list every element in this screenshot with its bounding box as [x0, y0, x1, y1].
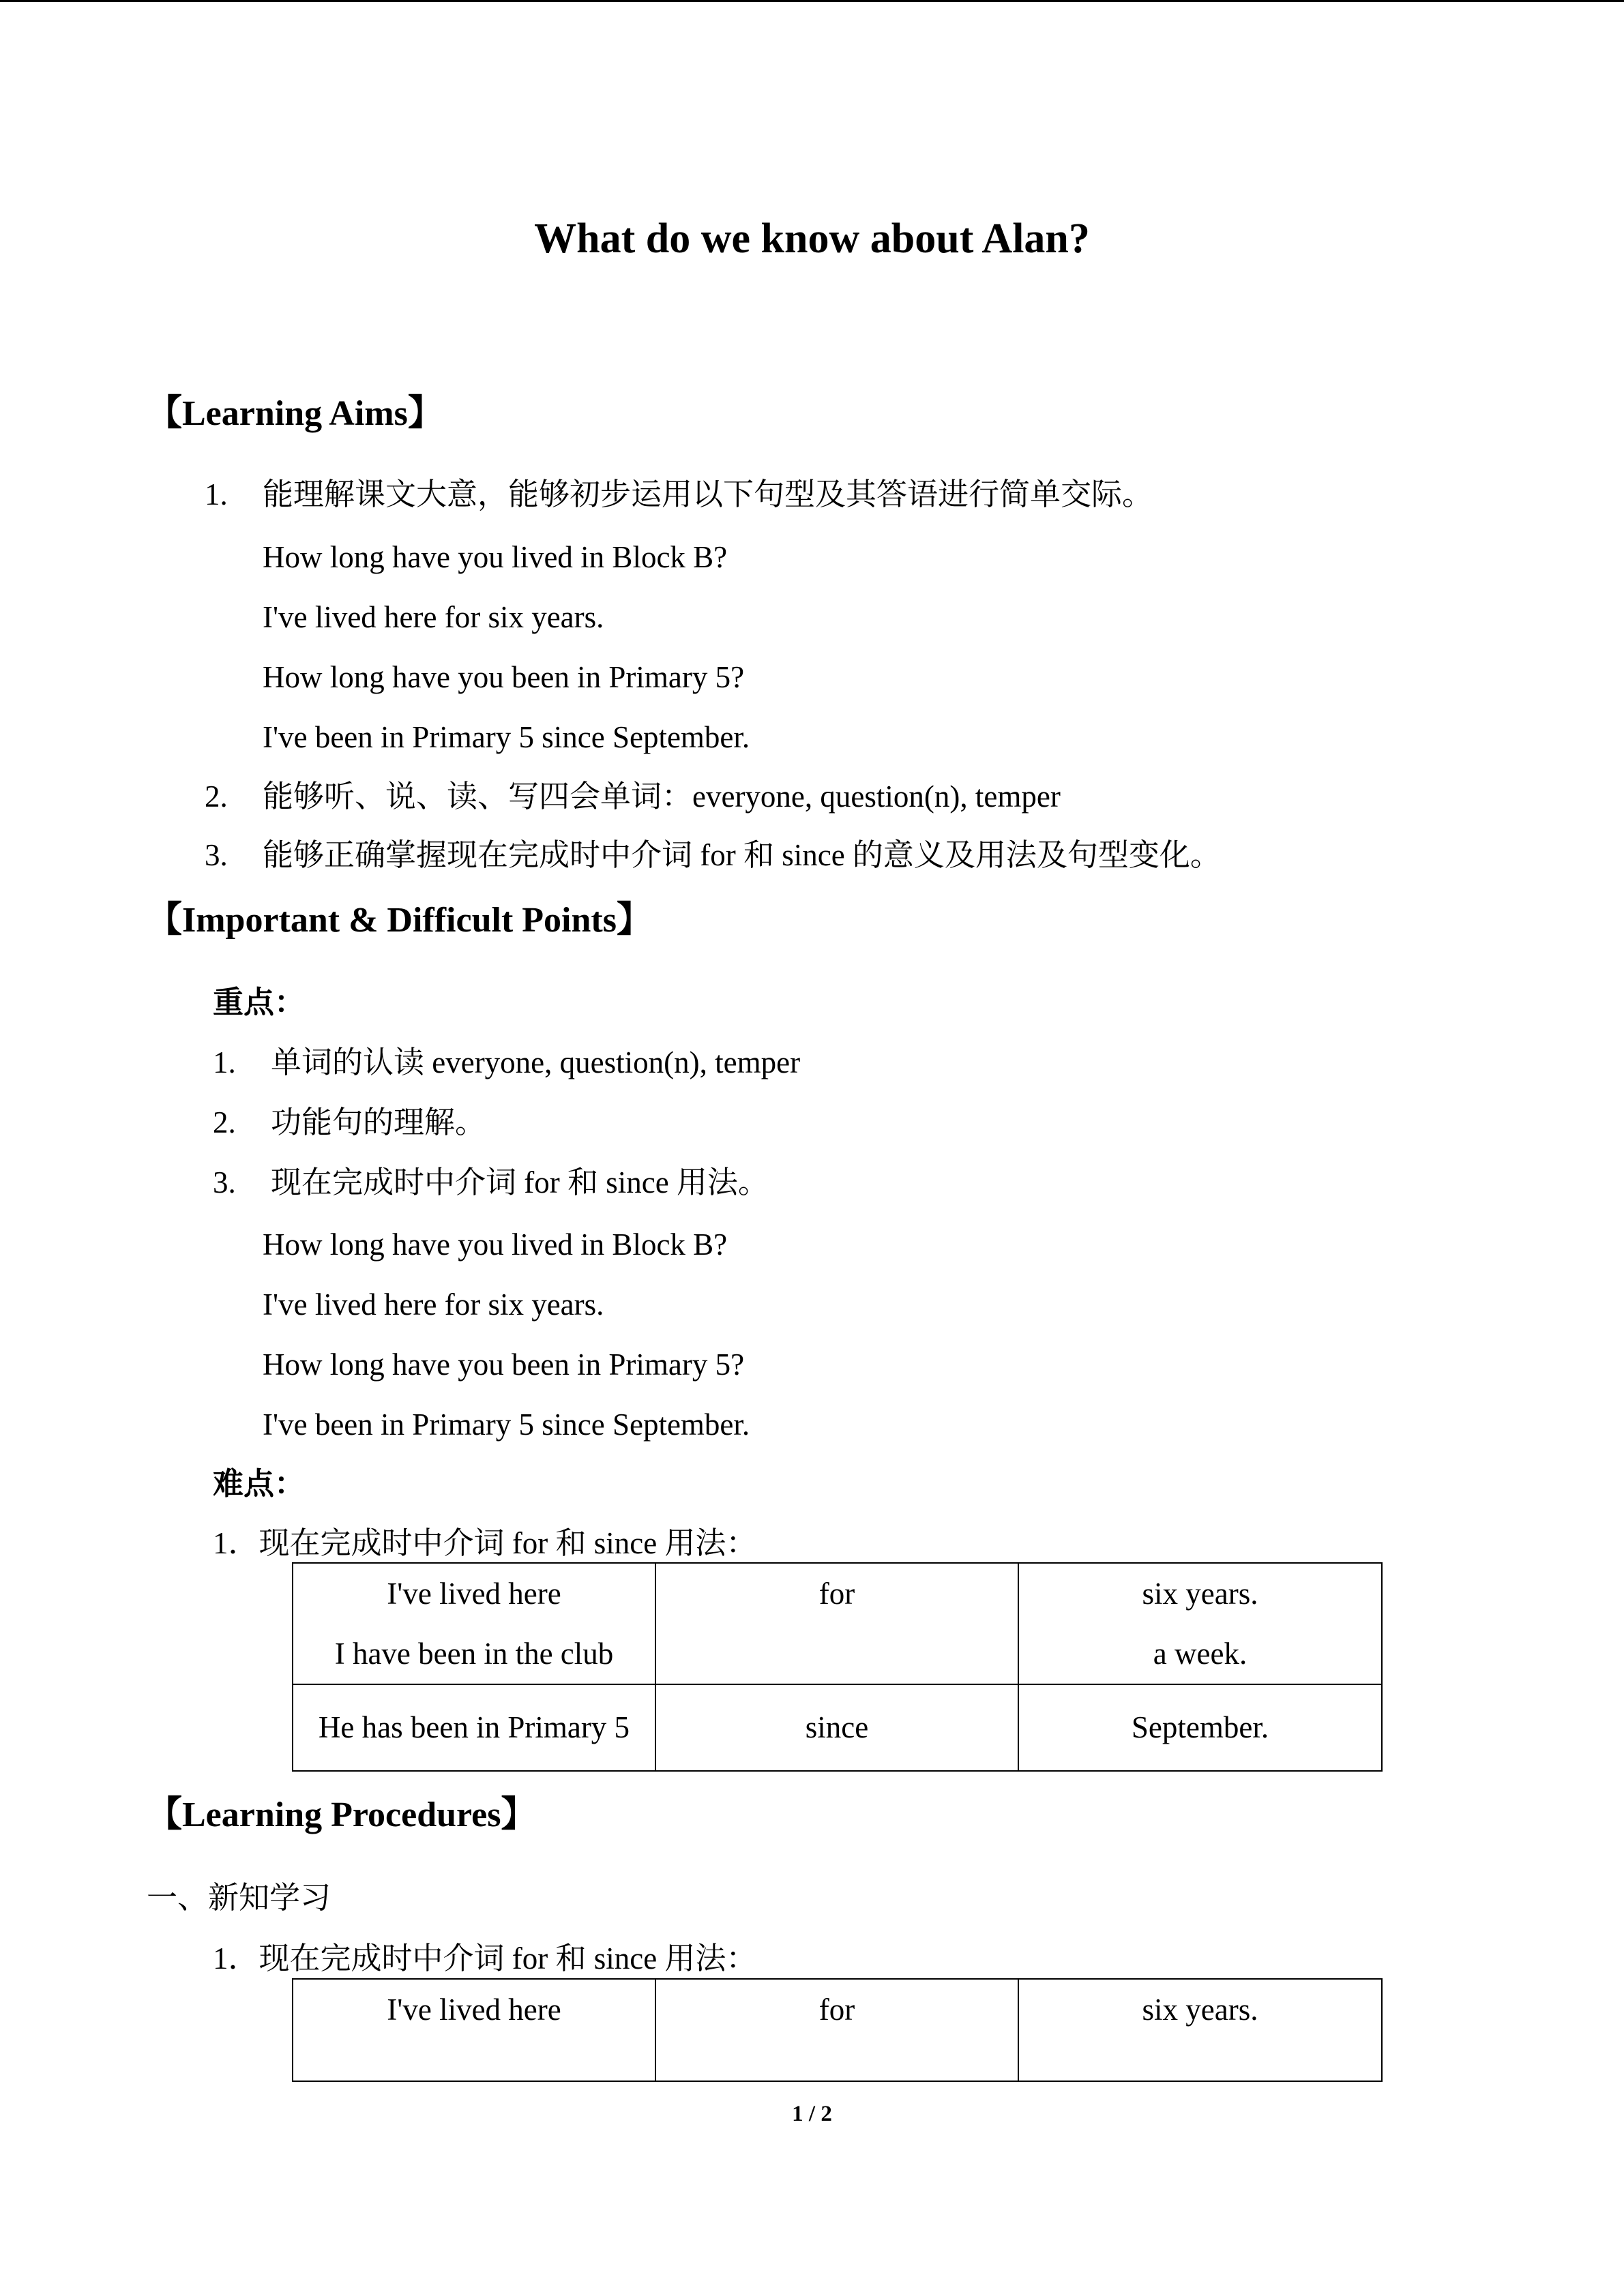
- table-cell: [293, 1979, 655, 2081]
- table-cell: [1018, 1563, 1382, 1684]
- section-title: 一、新知学习: [147, 1881, 331, 1915]
- table-row: [293, 1563, 1382, 1684]
- key-point-item: 单词的认读 everyone, question(n), temper: [271, 1045, 801, 1079]
- difficult-points-label: 难点：: [213, 1467, 306, 1501]
- cell-text: six years.: [1142, 1993, 1258, 2027]
- procedure-item: 1．现在完成时中介词 for 和 since 用法：: [213, 1941, 757, 1976]
- table-cell: [1018, 1684, 1382, 1771]
- page-title: What do we know about Alan?: [534, 215, 1090, 262]
- cell-text: I've lived here: [387, 1577, 561, 1611]
- cell-text: I have been in the club: [334, 1637, 614, 1671]
- key-point-item: 现在完成时中介词 for 和 since 用法。: [271, 1165, 769, 1199]
- difficult-point-item: 1．现在完成时中介词 for 和 since 用法：: [213, 1526, 757, 1560]
- cell-text: for: [818, 1577, 855, 1611]
- aim-item: 能够听、说、读、写四会单词：everyone, question(n), temper: [263, 779, 1061, 814]
- aim-item: 能够正确掌握现在完成时中介词 for 和 since 的意义及用法及句型变化。: [263, 838, 1221, 872]
- table-cell: [1018, 1979, 1382, 2081]
- table-cell: [655, 1563, 1018, 1684]
- table-cell: [293, 1563, 655, 1684]
- page-number: 1 / 2: [792, 2102, 832, 2126]
- key-point-number: 3.: [213, 1165, 236, 1199]
- key-example-sentence: I've lived here for six years.: [263, 1287, 604, 1322]
- important-points-heading: 【Important & Difficult Points】: [147, 901, 652, 940]
- aim-example-sentence: I've been in Primary 5 since September.: [263, 720, 750, 754]
- key-point-item: 功能句的理解。: [271, 1105, 486, 1139]
- aim-number: 2.: [205, 779, 228, 814]
- key-point-number: 1.: [213, 1045, 236, 1079]
- cell-text: six years.: [1142, 1577, 1258, 1611]
- table-row: [293, 1979, 1382, 2081]
- page-top-border: [0, 0, 1624, 2]
- aim-example-sentence: How long have you lived in Block B?: [263, 540, 728, 574]
- table-cell: [293, 1684, 655, 1771]
- key-example-sentence: How long have you lived in Block B?: [263, 1227, 728, 1262]
- cell-text: I've lived here: [387, 1993, 561, 2027]
- table-cell: [655, 1979, 1018, 2081]
- aim-example-sentence: I've lived here for six years.: [263, 600, 604, 634]
- learning-aims-heading: 【Learning Aims】: [147, 394, 443, 433]
- key-points-label: 重点：: [213, 985, 306, 1019]
- procedure-table: [292, 1978, 1383, 2082]
- aim-example-sentence: How long have you been in Primary 5?: [263, 660, 745, 694]
- cell-text: a week.: [1153, 1637, 1247, 1671]
- table-cell: [655, 1684, 1018, 1771]
- table-row: [293, 1684, 1382, 1771]
- aim-item: 能理解课文大意，能够初步运用以下句型及其答语进行简单交际。: [263, 477, 1153, 511]
- learning-procedures-heading: 【Learning Procedures】: [147, 1795, 537, 1834]
- aim-number: 3.: [205, 838, 228, 872]
- cell-text: He has been in Primary 5: [318, 1710, 630, 1744]
- aim-number: 1.: [205, 477, 228, 511]
- key-example-sentence: I've been in Primary 5 since September.: [263, 1407, 750, 1442]
- cell-text: September.: [1131, 1710, 1269, 1744]
- cell-text: since: [805, 1710, 869, 1744]
- key-point-number: 2.: [213, 1105, 236, 1139]
- key-example-sentence: How long have you been in Primary 5?: [263, 1347, 745, 1382]
- for-since-table: [292, 1562, 1383, 1772]
- cell-text: for: [818, 1993, 855, 2027]
